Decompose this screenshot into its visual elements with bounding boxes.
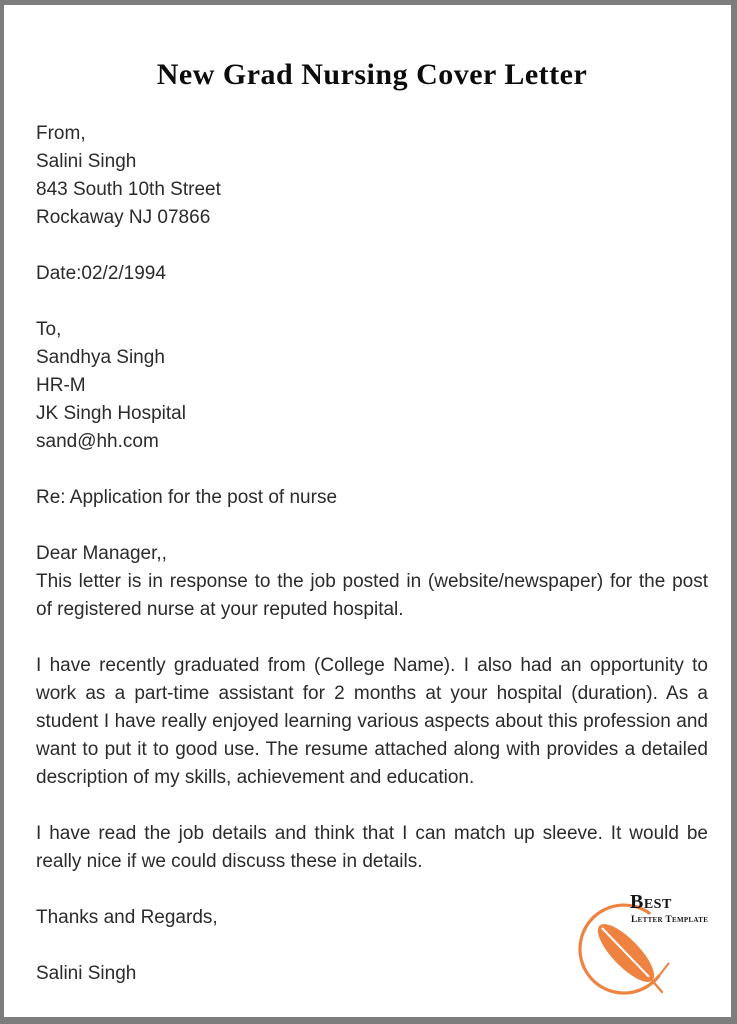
subject-line: Re: Application for the post of nurse [36, 487, 338, 508]
recipient-block [36, 316, 708, 456]
letter-content [4, 5, 731, 988]
brand-name: Best [630, 891, 672, 913]
from-label: From, [36, 123, 86, 144]
recipient-name: Sandhya Singh [36, 347, 165, 368]
sender-block [36, 120, 708, 232]
page-title: New Grad Nursing Cover Letter [156, 58, 588, 91]
salutation-paragraph [36, 540, 708, 624]
signature-name: Salini Singh [36, 963, 137, 984]
sender-name: Salini Singh [36, 151, 137, 172]
to-label: To, [36, 319, 62, 340]
salutation: Dear Manager,, [36, 543, 167, 564]
swoosh-tail [659, 964, 669, 977]
body-paragraph-3: I have read the job details and think that I can match up sleeve. It would be really nice if we could discuss these in details. [36, 823, 708, 872]
recipient-title: HR-M [36, 375, 86, 396]
recipient-email: sand@hh.com [36, 431, 159, 452]
brand-tagline: Letter Template [631, 915, 709, 925]
date-line: Date:02/2/1994 [36, 263, 166, 284]
closing-line: Thanks and Regards, [36, 907, 218, 928]
brand-logo [578, 885, 718, 1005]
body-paragraph-1: This letter is in response to the job posted in (website/newspaper) for the post of registered nurse at your reputed hospital. [36, 571, 708, 620]
sender-street: 843 South 10th Street [36, 179, 221, 200]
sender-city: Rockaway NJ 07866 [36, 207, 211, 228]
body-paragraph-2: I have recently graduated from (College Name). I also had an opportunity to work as a part-time assistant for 2 months at your hospital (duration). As a student I have really enjoyed learning various aspects about this profession and want to put it to good use. The resume attached along with provides a detailed description of my skills, achievement and education. [36, 655, 708, 788]
recipient-org: JK Singh Hospital [36, 403, 186, 424]
